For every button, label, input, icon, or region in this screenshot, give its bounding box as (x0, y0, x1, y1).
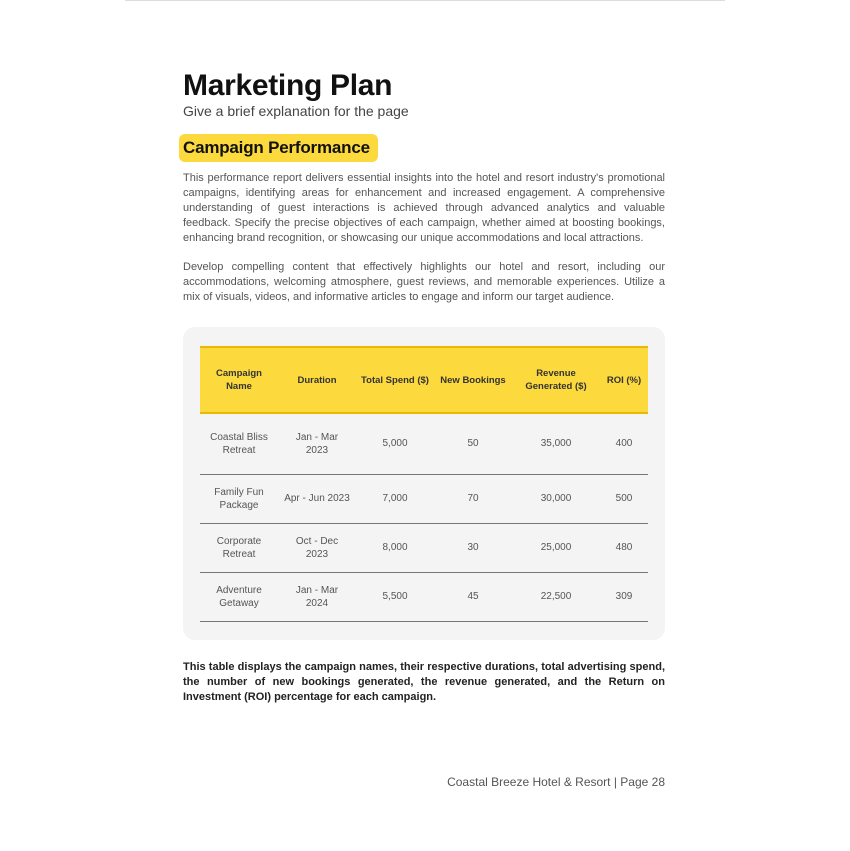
table-cell: 5,500 (356, 573, 434, 622)
table-cell: Adventure Getaway (200, 573, 278, 622)
table-cell: 7,000 (356, 475, 434, 524)
table-row (200, 413, 648, 475)
page-subtitle: Give a brief explanation for the page (183, 103, 409, 119)
table-cell: Apr - Jun 2023 (278, 475, 356, 524)
table-cell: Corporate Retreat (200, 524, 278, 573)
table-cell: 30,000 (512, 475, 600, 524)
table-cell: Coastal Bliss Retreat (200, 413, 278, 475)
header-cell: New Bookings (434, 347, 512, 413)
header-cell: Revenue Generated ($) (512, 347, 600, 413)
table-cell: 8,000 (356, 524, 434, 573)
table-row (200, 573, 648, 622)
header-cell: Total Spend ($) (356, 347, 434, 413)
content-paragraph: Develop compelling content that effectively highlights our hotel and resort, including our accommodations, welcoming atmosphere, guest reviews, and memorable experiences. Utilize a mix of visuals, videos, and informative articles to engage and inform our target audience. (183, 261, 665, 303)
table-cell: 22,500 (512, 573, 600, 622)
table-cell: Oct - Dec 2023 (278, 524, 356, 573)
table-cell: 35,000 (512, 413, 600, 475)
table-cell: 70 (434, 475, 512, 524)
table-cell: Family Fun Package (200, 475, 278, 524)
page-footer: Coastal Breeze Hotel & Resort | Page 28 (447, 775, 665, 789)
table-header-row (200, 347, 648, 413)
table-row (200, 524, 648, 573)
intro-paragraph: This performance report delivers essential insights into the hotel and resort industry's promotional campaigns, identifying areas for enhancement and increased engagement. A comprehensive understanding of guest interactions is achieved through advanced analytics and valuable feedback. Specify the precise objectives of each campaign, whether aimed at boosting bookings, enhancing brand recognition, or showcasing our unique accommodations and local attractions. (183, 172, 665, 244)
table-cell: 500 (600, 475, 648, 524)
table-cell: 50 (434, 413, 512, 475)
section-heading: Campaign Performance (179, 134, 378, 162)
table-cell: 25,000 (512, 524, 600, 573)
table-cell: 45 (434, 573, 512, 622)
table-cell: Jan - Mar 2024 (278, 573, 356, 622)
header-cell: Duration (278, 347, 356, 413)
table-cell: 400 (600, 413, 648, 475)
campaign-table (200, 346, 648, 622)
page-title: Marketing Plan (183, 69, 393, 102)
table-cell: 309 (600, 573, 648, 622)
page-content (183, 70, 665, 705)
table-row (200, 475, 648, 524)
header-cell: ROI (%) (600, 347, 648, 413)
header-cell: Campaign Name (200, 347, 278, 413)
table-cell: 30 (434, 524, 512, 573)
table-caption: This table displays the campaign names, their respective durations, total advertising spend, the number of new bookings generated, the revenue generated, and the Return on Investment (ROI) percentage for each campaign. (183, 661, 665, 703)
table-cell: 480 (600, 524, 648, 573)
table-cell: Jan - Mar 2023 (278, 413, 356, 475)
table-card (183, 327, 665, 640)
table-cell: 5,000 (356, 413, 434, 475)
